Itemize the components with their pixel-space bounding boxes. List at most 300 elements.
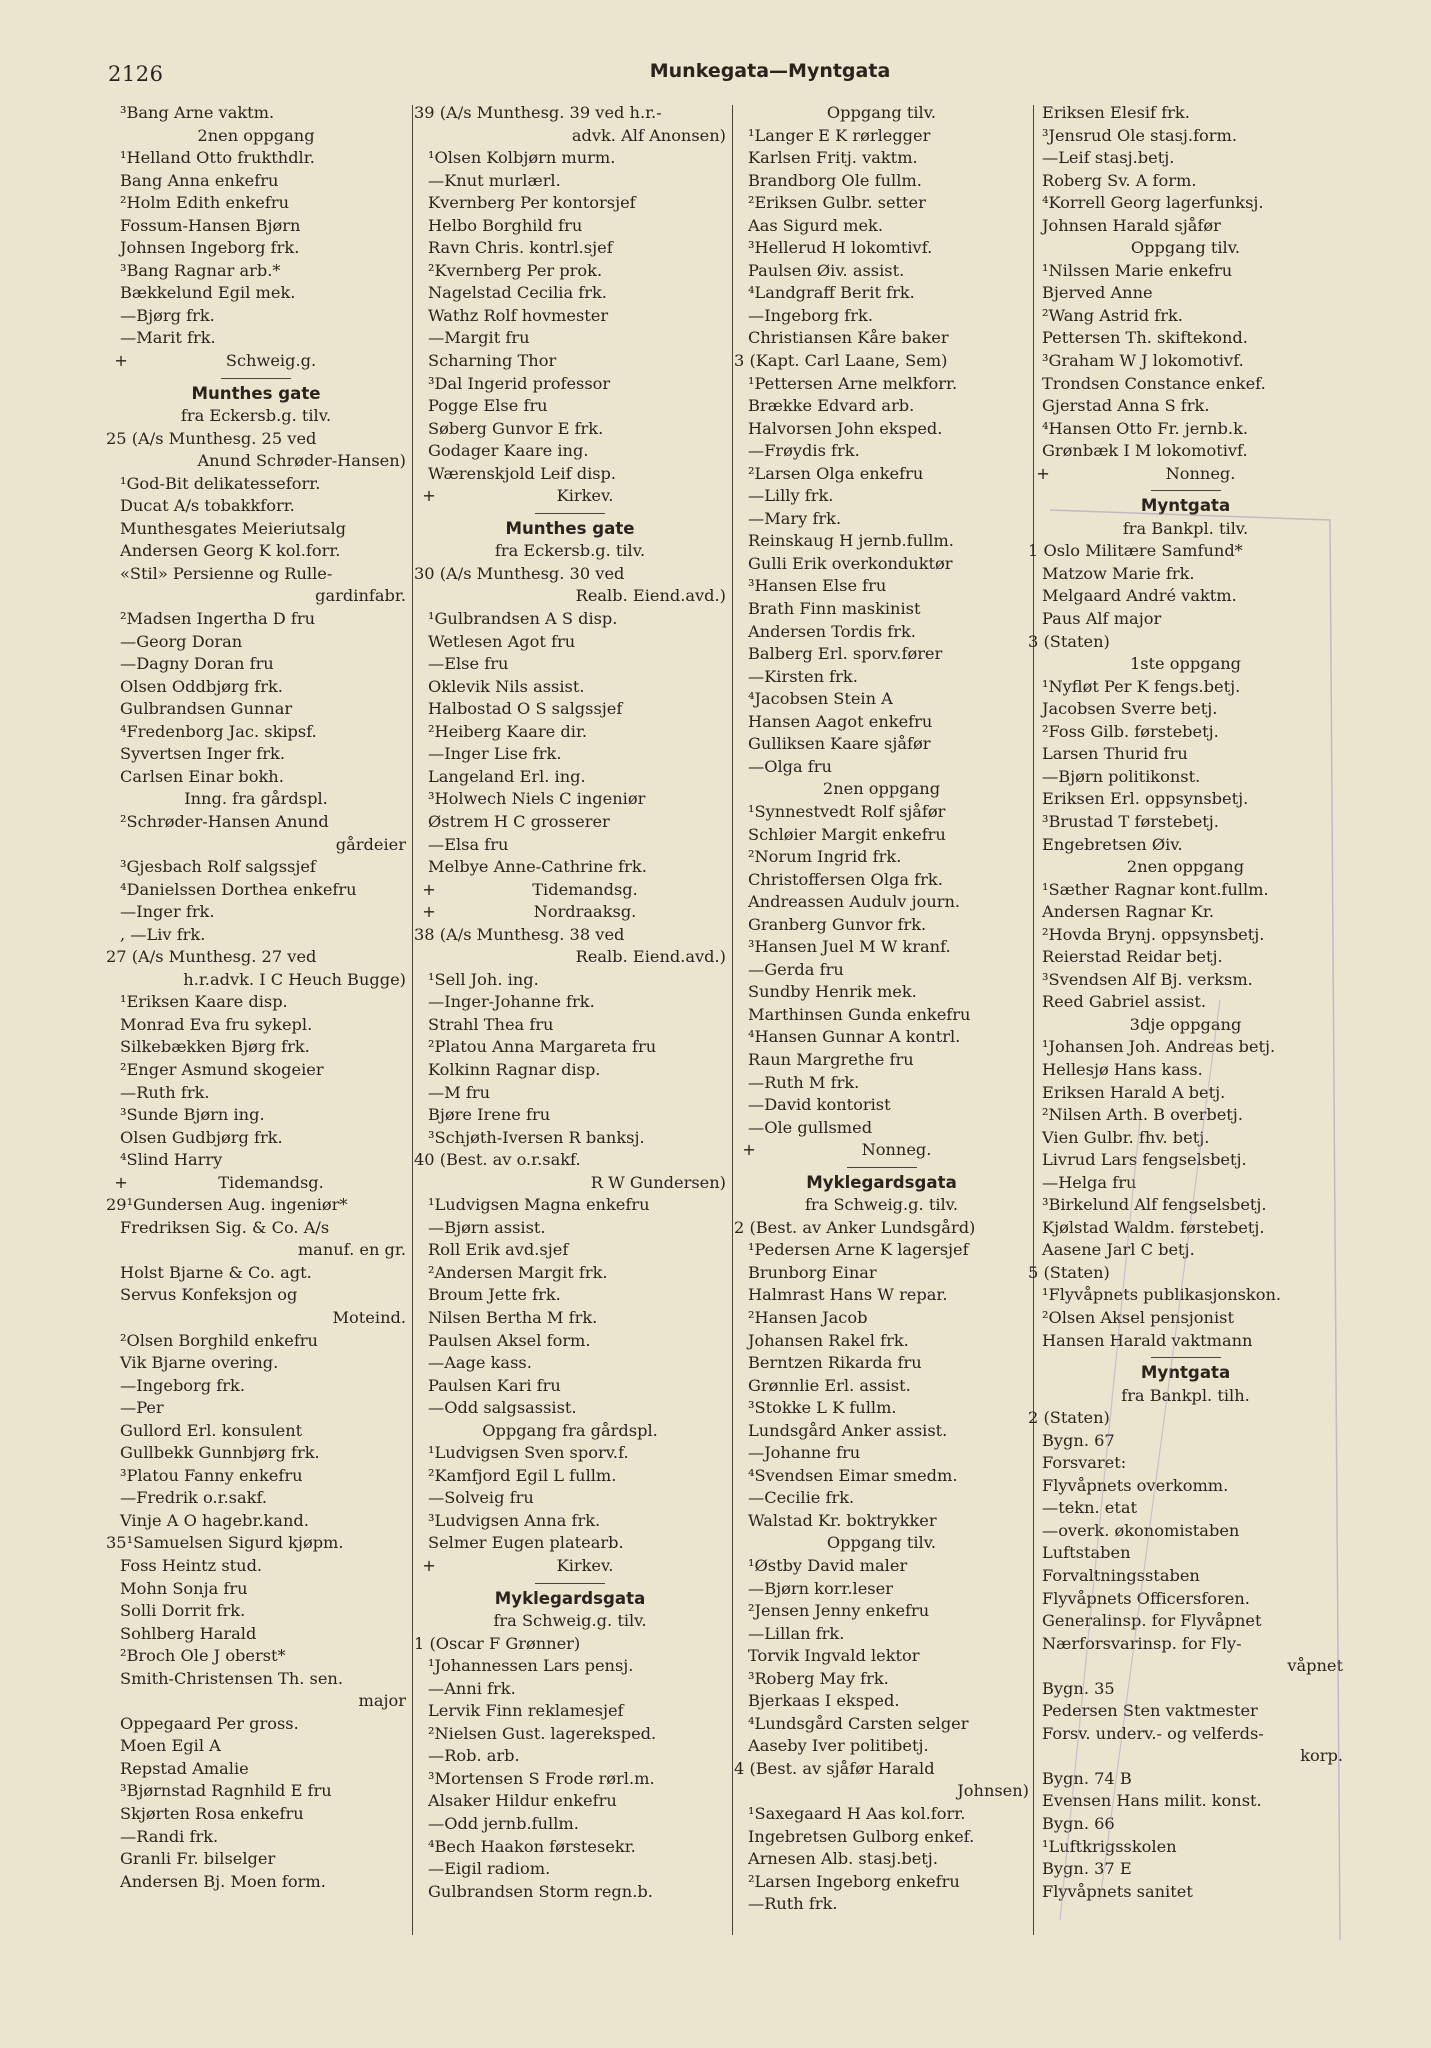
street-heading: Myntgata (1140, 1363, 1231, 1383)
cross-street-name: Nonneg. (861, 1140, 932, 1160)
resident-entry: ⁴Fredenborg Jac. skipsf. (120, 721, 317, 741)
resident-entry: Bygn. 67 (1042, 1430, 1115, 1450)
resident-entry: Gullord Erl. konsulent (120, 1420, 303, 1440)
resident-entry: Paulsen Aksel form. (428, 1330, 591, 1350)
building-entry: 2 (Staten) (1028, 1408, 1110, 1428)
entry-continuation: korp. (1300, 1746, 1343, 1766)
building-entry: 2 (Best. av Anker Lundsgård) (734, 1217, 976, 1237)
resident-entry: Engebretsen Øiv. (1042, 834, 1183, 854)
resident-entry: —Else fru (428, 654, 509, 674)
resident-entry: Smith-Christensen Th. sen. (120, 1668, 343, 1688)
entrance-subheading: Oppgang tilv. (826, 1533, 937, 1553)
resident-entry: Johansen Rakel frk. (748, 1330, 909, 1350)
building-entry: 25 (A/s Munthesg. 25 ved (106, 428, 317, 448)
resident-entry: Balberg Erl. sporv.fører (748, 644, 943, 664)
resident-entry: Eriksen Elesif frk. (1042, 103, 1190, 122)
cross-street-marker: + (422, 1556, 436, 1575)
cross-street-name: Kirkev. (556, 1556, 614, 1575)
resident-entry: ¹Flyvåpnets publikasjonskon. (1042, 1285, 1282, 1305)
resident-entry: Jacobsen Sverre betj. (1042, 699, 1218, 719)
building-entry: 1 Oslo Militære Samfund* (1028, 541, 1243, 561)
resident-entry: Raun Margrethe fru (748, 1049, 914, 1069)
entrance-subheading: 2nen oppgang (822, 779, 941, 799)
entrance-subheading: 2nen oppgang (197, 125, 315, 145)
building-entry: 29¹Gundersen Aug. ingeniør* (106, 1195, 348, 1215)
resident-entry: —Elsa fru (428, 834, 509, 854)
resident-entry: —Aage kass. (428, 1353, 532, 1373)
resident-entry: —Odd salgsassist. (428, 1398, 577, 1418)
cross-street-marker: + (742, 1140, 756, 1160)
resident-entry: Wetlesen Agot fru (428, 631, 576, 651)
resident-entry: Gulbrandsen Storm regn.b. (428, 1881, 653, 1901)
cross-street-name: Tidemandsg. (218, 1172, 324, 1192)
building-entry: 3 (Staten) (1028, 631, 1110, 651)
resident-entry: Luftstaben (1042, 1543, 1131, 1563)
resident-entry: Forvaltningsstaben (1042, 1566, 1200, 1585)
entry-continuation: Moteind. (332, 1307, 406, 1327)
resident-entry: ³Graham W J lokomotivf. (1042, 351, 1244, 371)
resident-entry: Bjerkaas I eksped. (748, 1691, 900, 1711)
resident-entry: Bygn. 66 (1042, 1814, 1115, 1834)
resident-entry: ³Schjøth-Iversen R banksj. (428, 1127, 645, 1147)
resident-entry: Gulbrandsen Gunnar (120, 699, 293, 719)
section-rule (1028, 1352, 1343, 1362)
resident-entry: Carlsen Einar bokh. (120, 766, 284, 786)
resident-entry: ⁴Bech Haakon førstesekr. (428, 1836, 636, 1856)
entry-continuation: Anund Schrøder-Hansen) (197, 451, 406, 471)
resident-entry: ²Broch Ole J oberst* (120, 1646, 286, 1666)
resident-entry: —Johanne fru (748, 1443, 861, 1463)
resident-entry: —Lilly frk. (748, 486, 834, 506)
cross-street (734, 1139, 1029, 1162)
resident-entry: ¹Johannessen Lars pensj. (428, 1656, 634, 1676)
entry-continuation: major (358, 1691, 406, 1711)
resident-entry: —Anni frk. (428, 1678, 516, 1698)
resident-entry: Bjøre Irene fru (428, 1105, 551, 1125)
resident-entry: Syvertsen Inger frk. (120, 744, 285, 764)
resident-entry: ³Dal Ingerid professor (428, 373, 611, 393)
resident-entry: Hansen Aagot enkefru (748, 711, 933, 731)
resident-entry: Helbo Borghild fru (428, 215, 583, 235)
entrance-subheading: fra Schweig.g. tilv. (493, 1611, 647, 1631)
entrance-subheading: Oppgang tilv. (826, 103, 937, 122)
entry-continuation: Johnsen) (957, 1781, 1029, 1801)
resident-entry: —Per (120, 1398, 164, 1418)
resident-entry: Hansen Harald vaktmann (1042, 1330, 1253, 1350)
cross-street (414, 1555, 726, 1578)
resident-entry: Walstad Kr. boktrykker (748, 1510, 937, 1530)
cross-street-marker: + (422, 879, 436, 899)
resident-entry: —Georg Doran (120, 631, 243, 651)
resident-entry: Fossum-Hansen Bjørn (120, 215, 301, 235)
resident-entry: Bygn. 35 (1042, 1678, 1115, 1698)
resident-entry: Andersen Bj. Moen form. (120, 1871, 326, 1891)
resident-entry: Foss Heintz stud. (120, 1556, 263, 1575)
resident-entry: —Frøydis frk. (748, 441, 860, 461)
resident-entry: —M fru (428, 1082, 491, 1102)
resident-entry: —Randi frk. (120, 1826, 219, 1846)
resident-entry: Monrad Eva fru sykepl. (120, 1014, 313, 1034)
building-entry: 3 (Kapt. Carl Laane, Sem) (734, 351, 948, 371)
entrance-subheading: Inng. fra gårdspl. (184, 789, 328, 809)
entrance-subheading: fra Schweig.g. tilv. (804, 1195, 959, 1215)
resident-entry: Andersen Georg K kol.forr. (120, 541, 341, 561)
resident-entry: Wathz Rolf hovmester (428, 305, 609, 325)
cross-street-marker: + (114, 1172, 128, 1192)
resident-entry: Brath Finn maskinist (748, 599, 921, 619)
resident-entry: Livrud Lars fengselsbetj. (1042, 1150, 1247, 1170)
resident-entry: ²Norum Ingrid frk. (748, 847, 902, 867)
resident-entry: ¹Ludvigsen Sven sporv.f. (428, 1443, 629, 1463)
street-heading: Munthes gate (191, 383, 321, 403)
resident-entry: ²Madsen Ingertha D fru (120, 609, 316, 629)
resident-entry: Andersen Tordis frk. (748, 621, 916, 641)
resident-entry: Roll Erik avd.sjef (428, 1240, 569, 1260)
resident-entry: Bygn. 74 B (1042, 1768, 1132, 1788)
resident-entry: Oklevik Nils assist. (428, 676, 585, 696)
entry-continuation: Realb. Eiend.avd.) (575, 586, 726, 606)
cross-street-marker: + (422, 902, 436, 922)
resident-entry: Forsvaret: (1042, 1453, 1127, 1473)
resident-entry: —Knut murlærl. (428, 170, 561, 190)
resident-entry: Karlsen Fritj. vaktm. (748, 148, 918, 168)
entry-continuation: Realb. Eiend.avd.) (575, 947, 726, 967)
section-rule (414, 1578, 726, 1588)
resident-entry: —Inger frk. (120, 902, 215, 922)
section-rule (106, 373, 406, 383)
resident-entry: ¹Olsen Kolbjørn murm. (428, 148, 616, 168)
resident-entry: Olsen Gudbjørg frk. (120, 1127, 283, 1147)
resident-entry: ²Kvernberg Per prok. (428, 260, 603, 280)
resident-entry: ¹Nilssen Marie enkefru (1042, 260, 1233, 280)
resident-entry: Aasene Jarl C betj. (1042, 1240, 1195, 1260)
resident-entry: ¹Synnestvedt Rolf sjåfør (748, 801, 946, 821)
cross-street (106, 350, 406, 373)
resident-entry: ⁴Jacobsen Stein A (748, 689, 893, 709)
resident-entry: Trondsen Constance enkef. (1042, 373, 1266, 393)
resident-entry: Silkebækken Bjørg frk. (120, 1037, 310, 1057)
resident-entry: Gullbekk Gunnbjørg frk. (120, 1443, 320, 1463)
resident-entry: Forsv. underv.- og velferds- (1042, 1723, 1264, 1743)
resident-entry: ²Holm Edith enkefru (120, 193, 290, 213)
resident-entry: Johnsen Harald sjåfør (1042, 215, 1221, 235)
resident-entry: Nærforsvarinsp. for Fly- (1042, 1633, 1242, 1653)
resident-entry: —Gerda fru (748, 959, 844, 979)
building-entry: 38 (A/s Munthesg. 38 ved (414, 924, 625, 944)
resident-entry: ³Hansen Else fru (748, 576, 887, 596)
resident-entry: Melgaard André vaktm. (1042, 586, 1237, 606)
resident-entry: Christiansen Kåre baker (748, 328, 949, 348)
resident-entry: Vik Bjarne overing. (120, 1353, 279, 1373)
resident-entry: —Lillan frk. (748, 1623, 845, 1643)
entrance-subheading: 2nen oppgang (1126, 857, 1245, 877)
resident-entry: Ravn Chris. kontrl.sjef (428, 238, 613, 258)
resident-entry: ³Roberg May frk. (748, 1668, 889, 1688)
resident-entry: ²Olsen Borghild enkefru (120, 1330, 318, 1350)
resident-entry: ³Stokke L K fullm. (748, 1398, 897, 1418)
resident-entry: Gulliksen Kaare sjåfør (748, 734, 931, 754)
resident-entry: Paulsen Kari fru (428, 1375, 561, 1395)
entry-continuation: advk. Alf Anonsen) (571, 125, 726, 145)
resident-entry: Langeland Erl. ing. (428, 766, 586, 786)
resident-entry: ²Larsen Olga enkefru (748, 463, 924, 483)
street-heading: Myklegardsgata (494, 1588, 646, 1608)
resident-entry: Berntzen Rikarda fru (748, 1353, 922, 1373)
section-rule (414, 508, 726, 518)
resident-entry: ¹Nyfløt Per K fengs.betj. (1042, 676, 1241, 696)
resident-entry: Oppegaard Per gross. (120, 1713, 299, 1733)
street-heading: Munthes gate (505, 518, 635, 538)
resident-entry: ⁴Slind Harry (120, 1150, 223, 1170)
cross-street-marker: + (114, 351, 128, 371)
resident-entry: —Mary frk. (748, 508, 842, 528)
resident-entry: Brække Edvard arb. (748, 396, 915, 416)
resident-entry: Pettersen Th. skiftekond. (1042, 328, 1248, 348)
resident-entry: Ingebretsen Gulborg enkef. (748, 1826, 975, 1846)
resident-entry: Kvernberg Per kontorsjef (428, 193, 636, 213)
resident-entry: ³Bjørnstad Ragnhild E fru (120, 1781, 332, 1801)
resident-entry: Servus Konfeksjon og (120, 1285, 298, 1305)
resident-entry: Marthinsen Gunda enkefru (748, 1004, 971, 1024)
resident-entry: —Ingeborg frk. (120, 1375, 245, 1395)
resident-entry: Repstad Amalie (120, 1758, 249, 1778)
resident-entry: Flyvåpnets overkomm. (1042, 1475, 1229, 1495)
resident-entry: Godager Kaare ing. (428, 441, 589, 461)
resident-entry: Gjerstad Anna S frk. (1042, 396, 1210, 416)
resident-entry: Munthesgates Meieriutsalg (120, 518, 347, 538)
entry-continuation: gardinfabr. (315, 586, 406, 606)
resident-entry: Bygn. 37 E (1042, 1859, 1132, 1879)
resident-entry: —Fredrik o.r.sakf. (120, 1488, 268, 1508)
resident-entry: ²Kamfjord Egil L fullm. (428, 1465, 617, 1485)
resident-entry: ⁴Lundsgård Carsten selger (748, 1713, 969, 1733)
resident-entry: Sohlberg Harald (120, 1623, 257, 1643)
resident-entry: ²Platou Anna Margareta fru (428, 1037, 657, 1057)
cross-street (1028, 463, 1343, 486)
resident-entry: ²Heiberg Kaare dir. (428, 721, 588, 741)
resident-entry: ¹Sæther Ragnar kont.fullm. (1042, 879, 1269, 899)
resident-entry: ²Foss Gilb. førstebetj. (1042, 721, 1219, 741)
resident-entry: Larsen Thurid fru (1042, 744, 1188, 764)
resident-entry: —Ruth frk. (120, 1082, 210, 1102)
resident-entry: Mohn Sonja fru (120, 1578, 248, 1598)
entry-continuation: h.r.advk. I C Heuch Bugge) (183, 969, 406, 989)
resident-entry: Holst Bjarne & Co. agt. (120, 1262, 312, 1282)
resident-entry: ²Hovda Brynj. oppsynsbetj. (1042, 924, 1265, 944)
resident-entry: Grønnlie Erl. assist. (748, 1375, 911, 1395)
resident-entry: Paulsen Øiv. assist. (748, 260, 905, 280)
resident-entry: —Inger-Johanne frk. (428, 992, 595, 1012)
resident-entry: ³Bang Ragnar arb.* (120, 260, 281, 280)
resident-entry: Reierstad Reidar betj. (1042, 947, 1223, 967)
resident-entry: Arnesen Alb. stasj.betj. (748, 1849, 938, 1869)
entrance-subheading: fra Bankpl. tilv. (1122, 518, 1249, 538)
resident-entry: Flyvåpnets Officersforen. (1042, 1588, 1250, 1608)
resident-entry: —Dagny Doran fru (120, 654, 274, 674)
resident-entry: ²Jensen Jenny enkefru (748, 1601, 930, 1621)
resident-entry: —Leif stasj.betj. (1042, 148, 1175, 168)
resident-entry: ³Ludvigsen Anna frk. (428, 1510, 601, 1530)
resident-entry: Hellesjø Hans kass. (1042, 1059, 1203, 1079)
resident-entry: ³Bang Arne vaktm. (120, 103, 275, 122)
resident-entry: Granberg Gunvor frk. (748, 914, 927, 934)
cross-street (414, 485, 726, 508)
resident-entry: Flyvåpnets sanitet (1042, 1881, 1193, 1901)
building-entry: 40 (Best. av o.r.sakf. (414, 1150, 581, 1170)
resident-entry: ²Andersen Margit frk. (428, 1262, 608, 1282)
resident-entry: ¹Eriksen Kaare disp. (120, 992, 288, 1012)
street-heading: Myklegardsgata (806, 1172, 957, 1192)
resident-entry: ¹Pettersen Arne melkforr. (748, 373, 958, 393)
resident-entry: Brunborg Einar (748, 1262, 877, 1282)
resident-entry: Ducat A/s tobakkforr. (120, 496, 295, 516)
resident-entry: ²Nilsen Arth. B overbetj. (1042, 1105, 1243, 1125)
resident-entry: Eriksen Erl. oppsynsbetj. (1042, 789, 1249, 809)
resident-entry: ¹Luftkrigsskolen (1042, 1836, 1177, 1856)
resident-entry: ¹Østby David maler (748, 1556, 908, 1575)
resident-entry: Olsen Oddbjørg frk. (120, 676, 283, 696)
entry-continuation: våpnet (1287, 1656, 1343, 1676)
resident-entry: ⁴Danielssen Dorthea enkefru (120, 879, 357, 899)
column-4 (1028, 102, 1343, 1903)
resident-entry: Pedersen Sten vaktmester (1042, 1701, 1258, 1721)
resident-entry: Strahl Thea fru (428, 1014, 554, 1034)
resident-entry: Aaseby Iver politibetj. (748, 1736, 929, 1756)
resident-entry: Alsaker Hildur enkefru (428, 1791, 617, 1811)
resident-entry: ⁴Hansen Otto Fr. jernb.k. (1042, 418, 1249, 438)
section-rule (734, 1162, 1029, 1172)
resident-entry: —Inger Lise frk. (428, 744, 562, 764)
resident-entry: Vien Gulbr. fhv. betj. (1042, 1127, 1210, 1147)
resident-entry: , —Liv frk. (120, 924, 206, 944)
resident-entry: Gulli Erik overkonduktør (748, 553, 953, 573)
cross-street-name: Nonneg. (1165, 463, 1236, 483)
resident-entry: Scharning Thor (428, 351, 557, 371)
resident-entry: —Margit fru (428, 328, 530, 348)
resident-entry: Halvorsen John eksped. (748, 418, 943, 438)
resident-entry: Generalinsp. for Flyvåpnet (1042, 1611, 1262, 1631)
column-rule (412, 105, 413, 1935)
cross-street (414, 901, 726, 924)
resident-entry: —Eigil radiom. (428, 1859, 551, 1879)
resident-entry: ²Enger Asmund skogeier (120, 1059, 324, 1079)
resident-entry: Andreassen Audulv journ. (748, 892, 961, 912)
resident-entry: —overk. økonomistaben (1042, 1520, 1240, 1540)
resident-entry: ²Larsen Ingeborg enkefru (748, 1871, 960, 1891)
resident-entry: Reed Gabriel assist. (1042, 992, 1207, 1012)
resident-entry: Nilsen Bertha M frk. (428, 1307, 598, 1327)
cross-street (414, 879, 726, 902)
entrance-subheading: 3dje oppgang (1129, 1014, 1242, 1034)
resident-entry: —Helga fru (1042, 1172, 1137, 1192)
resident-entry: ²Eriksen Gulbr. setter (748, 193, 926, 213)
resident-entry: ³Brustad T førstebetj. (1042, 811, 1219, 831)
resident-entry: —Odd jernb.fullm. (428, 1814, 579, 1834)
resident-entry: —tekn. etat (1042, 1498, 1138, 1518)
resident-entry: Eriksen Harald A betj. (1042, 1082, 1226, 1102)
resident-entry: ³Jensrud Ole stasj.form. (1042, 125, 1238, 145)
street-heading: Myntgata (1140, 496, 1231, 516)
resident-entry: Bjerved Anne (1042, 283, 1153, 303)
resident-entry: Lervik Finn reklamesjef (428, 1701, 624, 1721)
entrance-subheading: fra Eckersb.g. tilv. (494, 541, 646, 561)
entry-continuation: manuf. en gr. (297, 1240, 406, 1260)
cross-street-marker: + (422, 486, 436, 506)
resident-entry: —Bjørg frk. (120, 305, 215, 325)
resident-entry: ²Olsen Aksel pensjonist (1042, 1307, 1234, 1327)
resident-entry: —Ruth M frk. (748, 1072, 860, 1092)
resident-entry: Halmrast Hans W repar. (748, 1285, 948, 1305)
cross-street-name: Tidemandsg. (532, 879, 638, 899)
entrance-subheading: Oppgang fra gårdspl. (482, 1420, 658, 1440)
resident-entry: Vinje A O hagebr.kand. (120, 1510, 309, 1530)
resident-entry: ³Gjesbach Rolf salgssjef (120, 857, 316, 877)
running-head: Munkegata—Myntgata (649, 60, 891, 82)
resident-entry: Roberg Sv. A form. (1042, 170, 1197, 190)
resident-entry: —Bjørn korr.leser (748, 1578, 893, 1598)
cross-street-name: Schweig.g. (225, 351, 317, 371)
building-entry: 5 (Staten) (1028, 1262, 1110, 1282)
resident-entry: —Ingeborg frk. (748, 305, 873, 325)
entry-continuation: R W Gundersen) (590, 1172, 726, 1192)
building-entry: 30 (A/s Munthesg. 30 ved (414, 563, 625, 583)
resident-entry: Torvik Ingvald lektor (748, 1646, 920, 1666)
resident-entry: —Cecilie frk. (748, 1488, 855, 1508)
column-2 (414, 102, 726, 1903)
resident-entry: Schløier Margit enkefru (748, 824, 946, 844)
resident-entry: ⁴Hansen Gunnar A kontrl. (748, 1027, 961, 1047)
resident-entry: Østrem H C grosserer (428, 811, 610, 831)
resident-entry: —Rob. arb. (428, 1746, 520, 1766)
resident-entry: ¹Pedersen Arne K lagersjef (748, 1240, 969, 1260)
resident-entry: ³Svendsen Alf Bj. verksm. (1042, 969, 1253, 989)
entrance-subheading: fra Bankpl. tilh. (1121, 1385, 1250, 1405)
resident-entry: Evensen Hans milit. konst. (1042, 1791, 1262, 1811)
resident-entry: ³Sunde Bjørn ing. (120, 1105, 265, 1125)
column-3 (734, 102, 1029, 1916)
resident-entry: Melbye Anne-Cathrine frk. (428, 857, 647, 877)
resident-entry: —David kontorist (748, 1095, 891, 1115)
resident-entry: Nagelstad Cecilia frk. (428, 283, 607, 303)
resident-entry: —Olga fru (748, 756, 832, 776)
resident-entry: Broum Jette frk. (428, 1285, 561, 1305)
resident-entry: ¹Gulbrandsen A S disp. (428, 609, 618, 629)
resident-entry: Halbostad O S salgssjef (428, 699, 623, 719)
resident-entry: Lundsgård Anker assist. (748, 1420, 948, 1440)
resident-entry: ⁴Svendsen Eimar smedm. (748, 1465, 958, 1485)
resident-entry: ³Platou Fanny enkefru (120, 1465, 303, 1485)
resident-entry: ²Wang Astrid frk. (1042, 305, 1183, 325)
resident-entry: Matzow Marie frk. (1042, 563, 1195, 583)
resident-entry: ¹Langer E K rørlegger (748, 125, 931, 145)
resident-entry: Pogge Else fru (428, 396, 548, 416)
resident-entry: ¹Johansen Joh. Andreas betj. (1042, 1037, 1276, 1057)
resident-entry: ⁴Korrell Georg lagerfunksj. (1042, 193, 1264, 213)
resident-entry: ⁴Landgraff Berit frk. (748, 283, 915, 303)
resident-entry: ¹Sell Joh. ing. (428, 969, 539, 989)
resident-entry: Bang Anna enkefru (120, 170, 279, 190)
resident-entry: ³Holwech Niels C ingeniør (428, 789, 646, 809)
resident-entry: ³Hellerud H lokomtivf. (748, 238, 933, 258)
resident-entry: Paus Alf major (1042, 609, 1162, 629)
resident-entry: Johnsen Ingeborg frk. (120, 238, 300, 258)
building-entry: 39 (A/s Munthesg. 39 ved h.r.- (414, 103, 662, 122)
resident-entry: Kjølstad Waldm. førstebetj. (1042, 1217, 1265, 1237)
resident-entry: —Kirsten frk. (748, 666, 858, 686)
resident-entry: Reinskaug H jernb.fullm. (748, 531, 954, 551)
resident-entry: Sundby Henrik mek. (748, 982, 917, 1002)
resident-entry: Selmer Eugen platearb. (428, 1533, 624, 1553)
